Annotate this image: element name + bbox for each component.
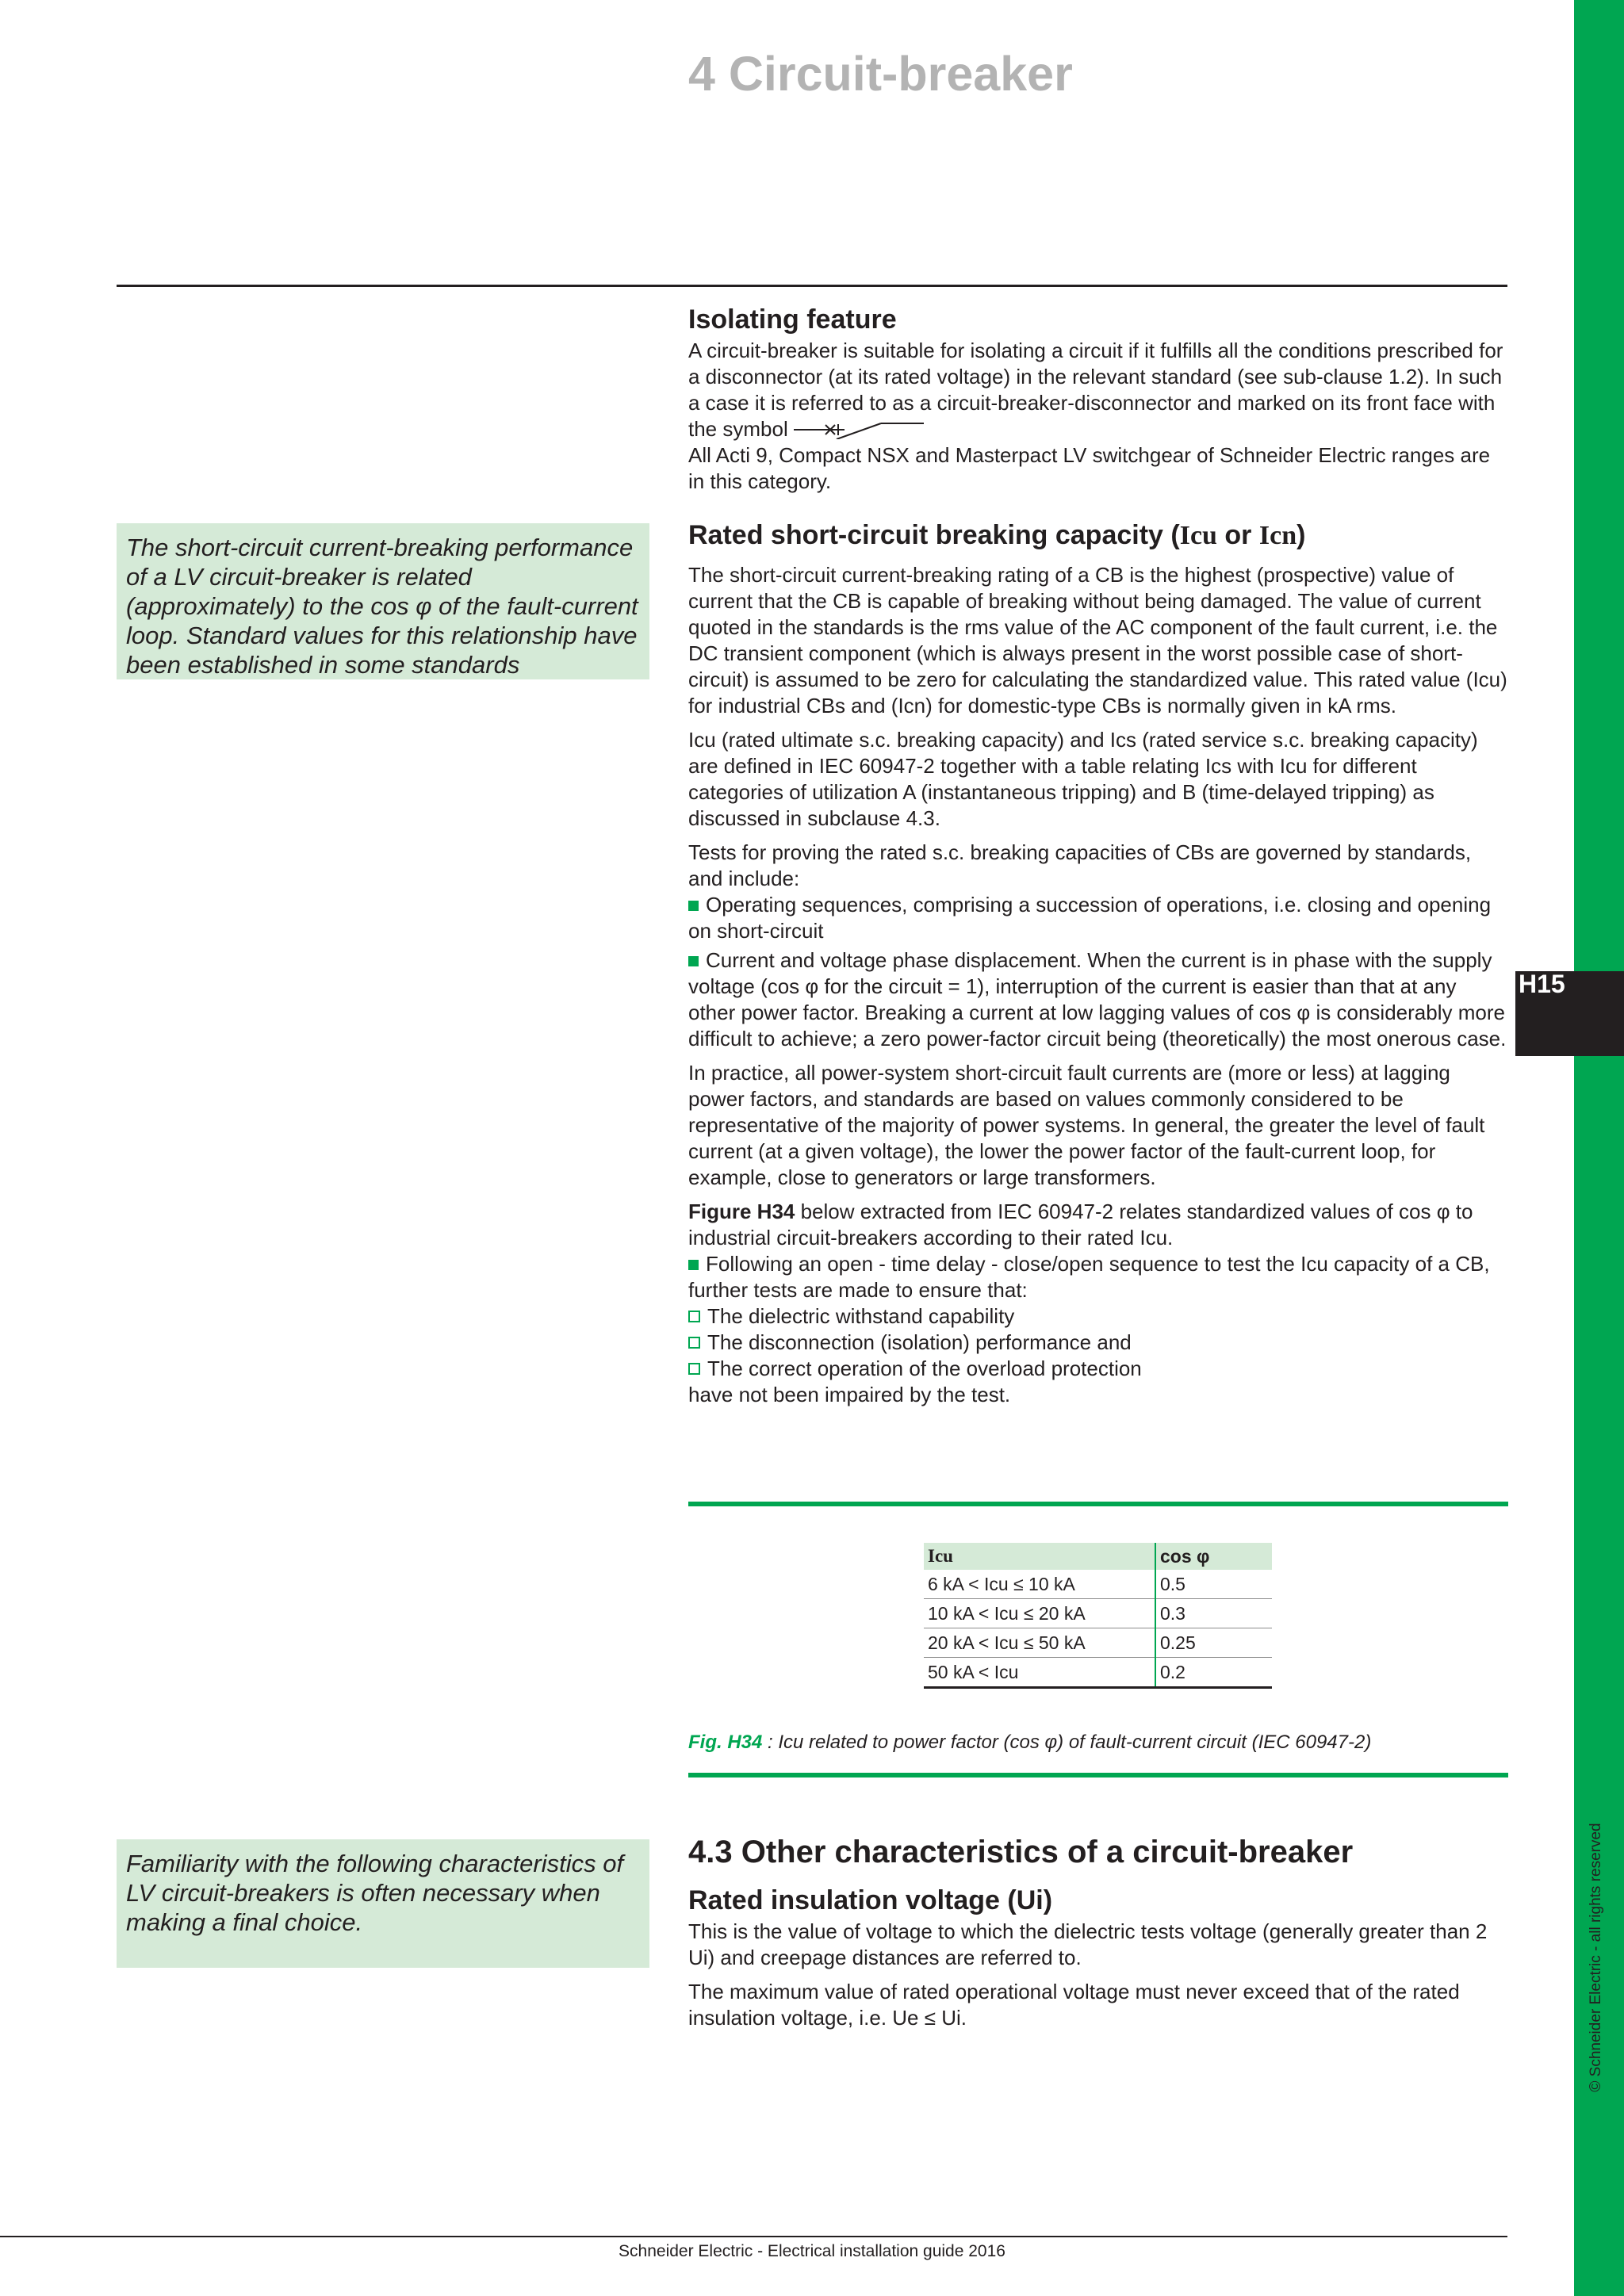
table-header-row [924,1543,1272,1570]
bullet-text: Operating sequences, comprising a succession of operations, i.e. closing and opening on short-circuit [688,893,1492,943]
sub-bullet-text: The disconnection (isolation) performance and [707,1330,1132,1354]
table-header-icu: Icu [924,1543,1155,1570]
rated-sc-title-icu: Icu [1179,521,1217,550]
rated-sc-title [688,519,1508,553]
open-square-bullet-icon [688,1311,700,1322]
figure-caption-label: Fig. H34 [688,1732,763,1753]
section-isolating [688,303,1508,495]
table-cell-cos-phi: 0.3 [1155,1599,1272,1628]
sub-bullet-item [688,1303,1508,1330]
rated-sc-paragraph-1: The short-circuit current-breaking rating of a CB is the highest (prospective) value of current that the CB is capable of breaking without being damaged. The value of current quoted in the standards is the rms value of the AC component of the fault current, i.e. the DC transient component (which is always present in the worst possible case of short-circuit) is assumed to be zero for calculating the standardized value. This rated value (Icu) for industrial CBs and (Icn) for domestic-type CBs is normally given in kA rms. [688,563,1507,718]
sub-bullet-text: The dielectric withstand capability [707,1304,1015,1328]
sidenote-sc-performance: The short-circuit current-breaking performance of a LV circuit-breaker is related (approximately) to the cos φ of the fault-current loop. Standard values for this relationship have been established in some standards [117,523,649,679]
isolating-paragraph [688,338,1508,442]
sidenote-characteristics: Familiarity with the following characteristics of LV circuit-breakers is often necessary when making a final choice. [117,1839,649,1968]
table-cell-cos-phi: 0.2 [1155,1658,1272,1688]
rated-sc-title-icn: Icn [1258,521,1297,550]
table-cell-icu: 10 kA < Icu ≤ 20 kA [924,1599,1155,1628]
bullet-square-icon [688,1260,699,1270]
figure-reference: Figure H34 [688,1200,795,1223]
footer-divider [0,2236,1507,2237]
page-footer: Schneider Electric - Electrical installation guide 2016 [619,2242,1005,2260]
bullet-item [688,947,1508,1052]
table-cell-icu: 20 kA < Icu ≤ 50 kA [924,1628,1155,1658]
insulation-voltage-title: Rated insulation voltage (Ui) [688,1885,1053,1915]
bullet-text: Current and voltage phase displacement. When the current is in phase with the supply voltage (cos φ for the circuit = 1), interruption of the current is easier than that at any other power factor. Breaking a current at low lagging values of cos φ is considerably more difficult to achieve; a zero power-factor circuit being (theoretically) the most onerous case. [688,948,1507,1050]
copyright-notice: © Schneider Electric - all rights reserved [1588,1823,1604,2092]
table-row [924,1628,1272,1658]
rated-sc-paragraph-6: have not been impaired by the test. [688,1383,1011,1406]
bullet-square-icon [688,956,699,966]
rated-sc-title-close: ) [1297,520,1306,550]
header-divider [117,285,1507,287]
paragraph-text: below extracted from IEC 60947-2 relates standardized values of cos φ to industrial circuit-breakers according to their rated Icu. [688,1200,1473,1249]
chapter-title: 4 Circuit-breaker [688,47,1073,101]
bullet-item [688,892,1508,944]
rated-sc-paragraph-4: In practice, all power-system short-circuit fault currents are (more or less) at lagging power factors, and standards are based on values commonly considered to be representative of the majority of power systems. In general, the greater the level of fault current (at a given voltage), the lower the power factor of the fault-current loop, for example, close to generators or large transformers. [688,1061,1485,1189]
rated-sc-paragraph-5 [688,1199,1508,1251]
table-cell-icu: 6 kA < Icu ≤ 10 kA [924,1570,1155,1599]
figure-top-rule [688,1502,1508,1506]
section-rated-sc [688,519,1508,1408]
sub-bullet-text: The correct operation of the overload protection [707,1357,1142,1380]
rated-sc-title-text: Rated short-circuit breaking capacity ( [688,520,1180,550]
table-row [924,1658,1272,1688]
bullet-item [688,1251,1508,1303]
insulation-paragraph-1: This is the value of voltage to which the dielectric tests voltage (generally greater than 2 Ui) and creepage distances are referred to. [688,1919,1488,1969]
isolating-paragraph-2: All Acti 9, Compact NSX and Masterpact LV switchgear of Schneider Electric ranges are in this category. [688,443,1491,493]
section-4-3-title: 4.3 Other characteristics of a circuit-breaker [688,1835,1354,1869]
bullet-square-icon [688,901,699,911]
figure-caption-text: : Icu related to power factor (cos φ) of fault-current circuit (IEC 60947-2) [762,1732,1372,1753]
section-4-3 [688,1833,1508,2031]
page-tab-label: H15 [1519,970,1565,998]
table-header-cos-phi: cos φ [1155,1543,1272,1570]
figure-bottom-rule [688,1773,1508,1777]
sub-bullet-item [688,1356,1508,1382]
rated-sc-paragraph-3: Tests for proving the rated s.c. breaking capacities of CBs are governed by standards, and include: [688,840,1472,890]
table-cell-cos-phi: 0.5 [1155,1570,1272,1599]
sub-bullet-item [688,1330,1508,1356]
insulation-paragraph-2: The maximum value of rated operational voltage must never exceed that of the rated insulation voltage, i.e. Ue ≤ Ui. [688,1980,1460,2030]
open-square-bullet-icon [688,1337,700,1349]
bullet-text: Following an open - time delay - close/open sequence to test the Icu capacity of a CB, further tests are made to ensure that: [688,1252,1490,1302]
icu-cos-phi-table [924,1543,1272,1689]
table-row [924,1570,1272,1599]
figure-caption [688,1732,1371,1754]
isolating-title: Isolating feature [688,304,897,335]
isolating-text: A circuit-breaker is suitable for isolating a circuit if it fulfills all the conditions prescribed for a disconnector (at its rated voltage) in the relevant standard (see sub-clause 1.2). In such a case it is referred to as a circuit-breaker-disconnector and marked on its front face with the symbol [688,339,1503,441]
open-square-bullet-icon [688,1363,700,1375]
rated-sc-paragraph-2: Icu (rated ultimate s.c. breaking capacity) and Ics (rated service s.c. breaking capacity) are defined in IEC 60947-2 together with a table relating Ics with Icu for different categories of utilization A (instantaneous tripping) and B (time-delayed tripping) as discussed in subclause 4.3. [688,728,1478,830]
table-cell-icu: 50 kA < Icu [924,1658,1155,1688]
table-row [924,1599,1272,1628]
rated-sc-title-or: or [1216,520,1259,550]
disconnector-symbol-icon [794,419,925,439]
table-cell-cos-phi: 0.25 [1155,1628,1272,1658]
